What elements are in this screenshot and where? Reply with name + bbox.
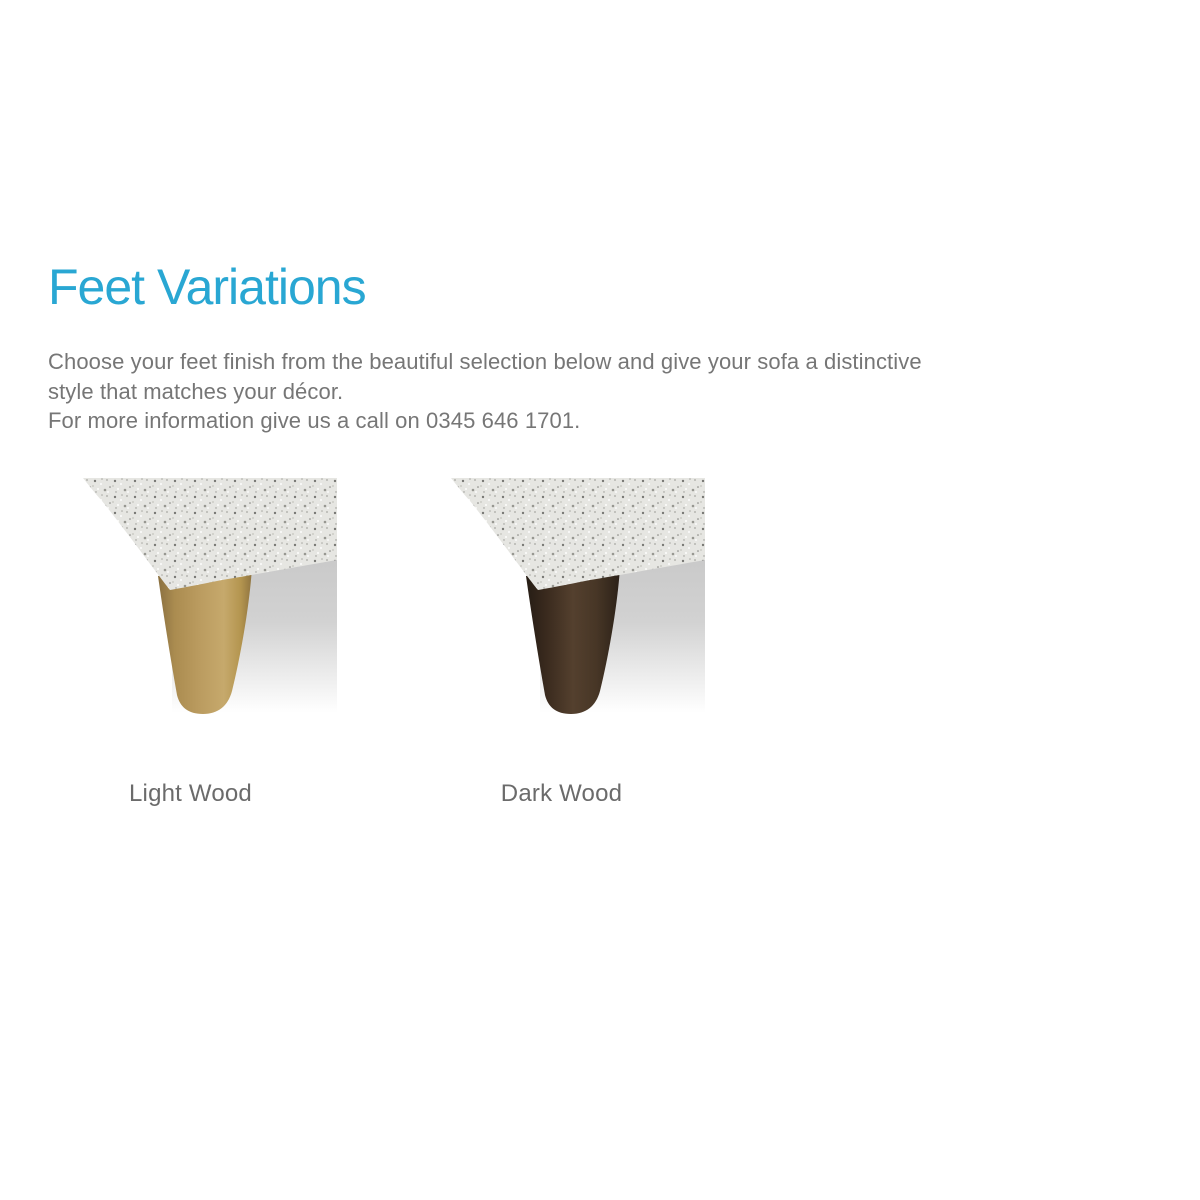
sofa-corner-dark-wood-image bbox=[440, 478, 705, 768]
intro-line-2: For more information give us a call on 0345 646 1701. bbox=[48, 408, 581, 433]
page-title: Feet Variations bbox=[48, 259, 366, 315]
dark-wood-photo bbox=[440, 478, 705, 768]
intro-line-1: Choose your feet finish from the beautiful selection below and give your sofa a distinctive style that matches your décor. bbox=[48, 349, 922, 404]
dark-wood-label: Dark Wood bbox=[500, 780, 623, 807]
light-wood-label: Light Wood bbox=[129, 780, 252, 807]
light-wood-photo bbox=[72, 478, 337, 768]
intro-text bbox=[48, 347, 928, 436]
sofa-corner-light-wood-image bbox=[72, 478, 337, 768]
